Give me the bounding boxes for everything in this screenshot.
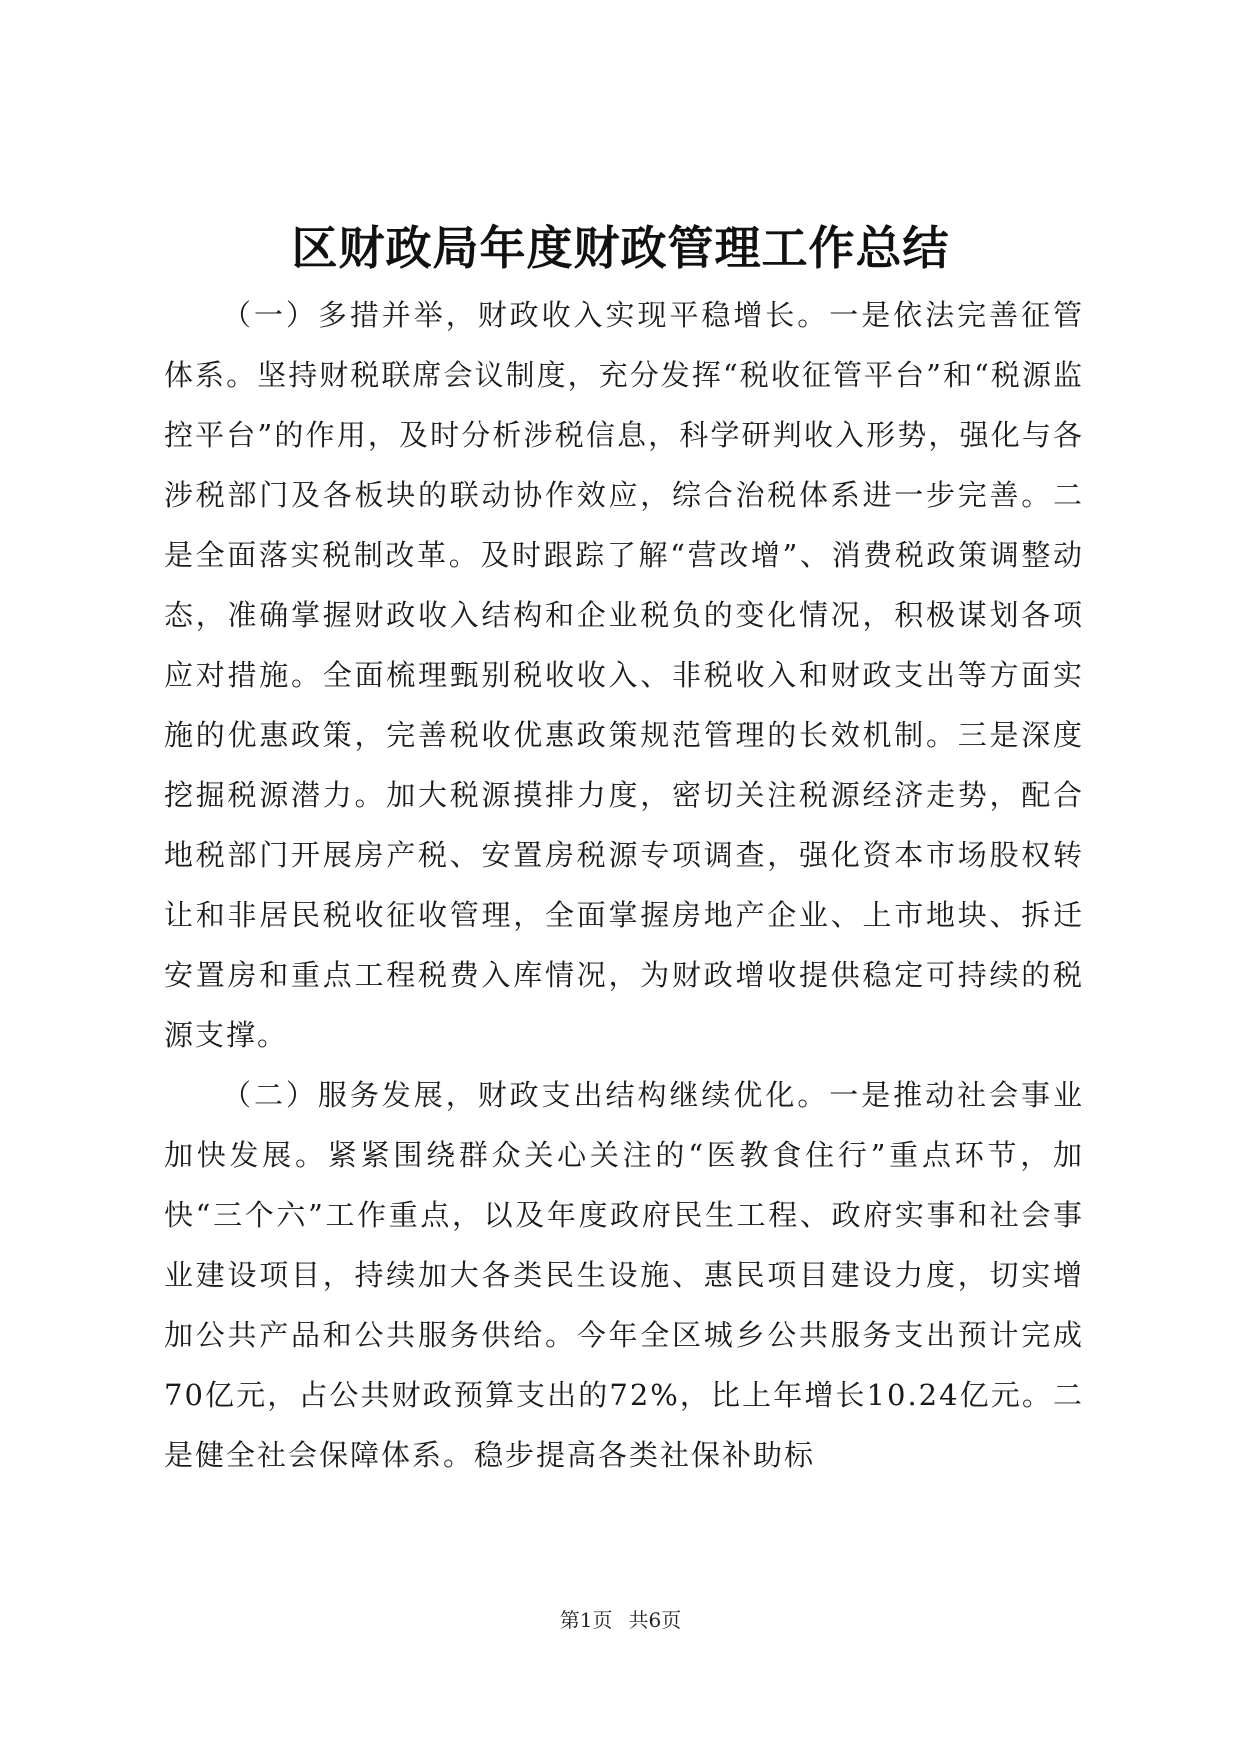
paragraph: （二）服务发展，财政支出结构继续优化。一是推动社会事业加快发展。紧紧围绕群众关心关注的“医教食住行”重点环节，加快“三个六”工作重点，以及年度政府民生工程、政府实事和社会事业建设项目，持续加大各类民生设施、惠民项目建设力度，切实增加公共产品和公共服务供给。今年全区城乡公共服务支出预计完成70亿元，占公共财政预算支出的72%，比上年增长10.24亿元。二是健全社会保障体系。稳步提高各类社保补助标: [164, 1078, 1084, 1472]
page-footer: [0, 1606, 1241, 1634]
document-title: 区财政局年度财政管理工作总结: [291, 221, 950, 275]
document-body: [164, 285, 1084, 1485]
page-number: 第1页: [559, 1608, 613, 1632]
page-total: 共6页: [628, 1608, 682, 1632]
paragraph: （一）多措并举，财政收入实现平稳增长。一是依法完善征管体系。坚持财税联席会议制度，充分发挥“税收征管平台”和“税源监控平台”的作用，及时分析涉税信息，科学研判收入形势，强化与各涉税部门及各板块的联动协作效应，综合治税体系进一步完善。二是全面落实税制改革。及时跟踪了解“营改增”、消费税政策调整动态，准确掌握财政收入结构和企业税负的变化情况，积极谋划各项应对措施。全面梳理甄别税收收入、非税收入和财政支出等方面实施的优惠政策，完善税收优惠政策规范管理的长效机制。三是深度挖掘税源潜力。加大税源摸排力度，密切关注税源经济走势，配合地税部门开展房产税、安置房税源专项调查，强化资本市场股权转让和非居民税收征收管理，全面掌握房地产企业、上市地块、拆迁安置房和重点工程税费入库情况，为财政增收提供稳定可持续的税源支撑。: [164, 298, 1084, 1052]
